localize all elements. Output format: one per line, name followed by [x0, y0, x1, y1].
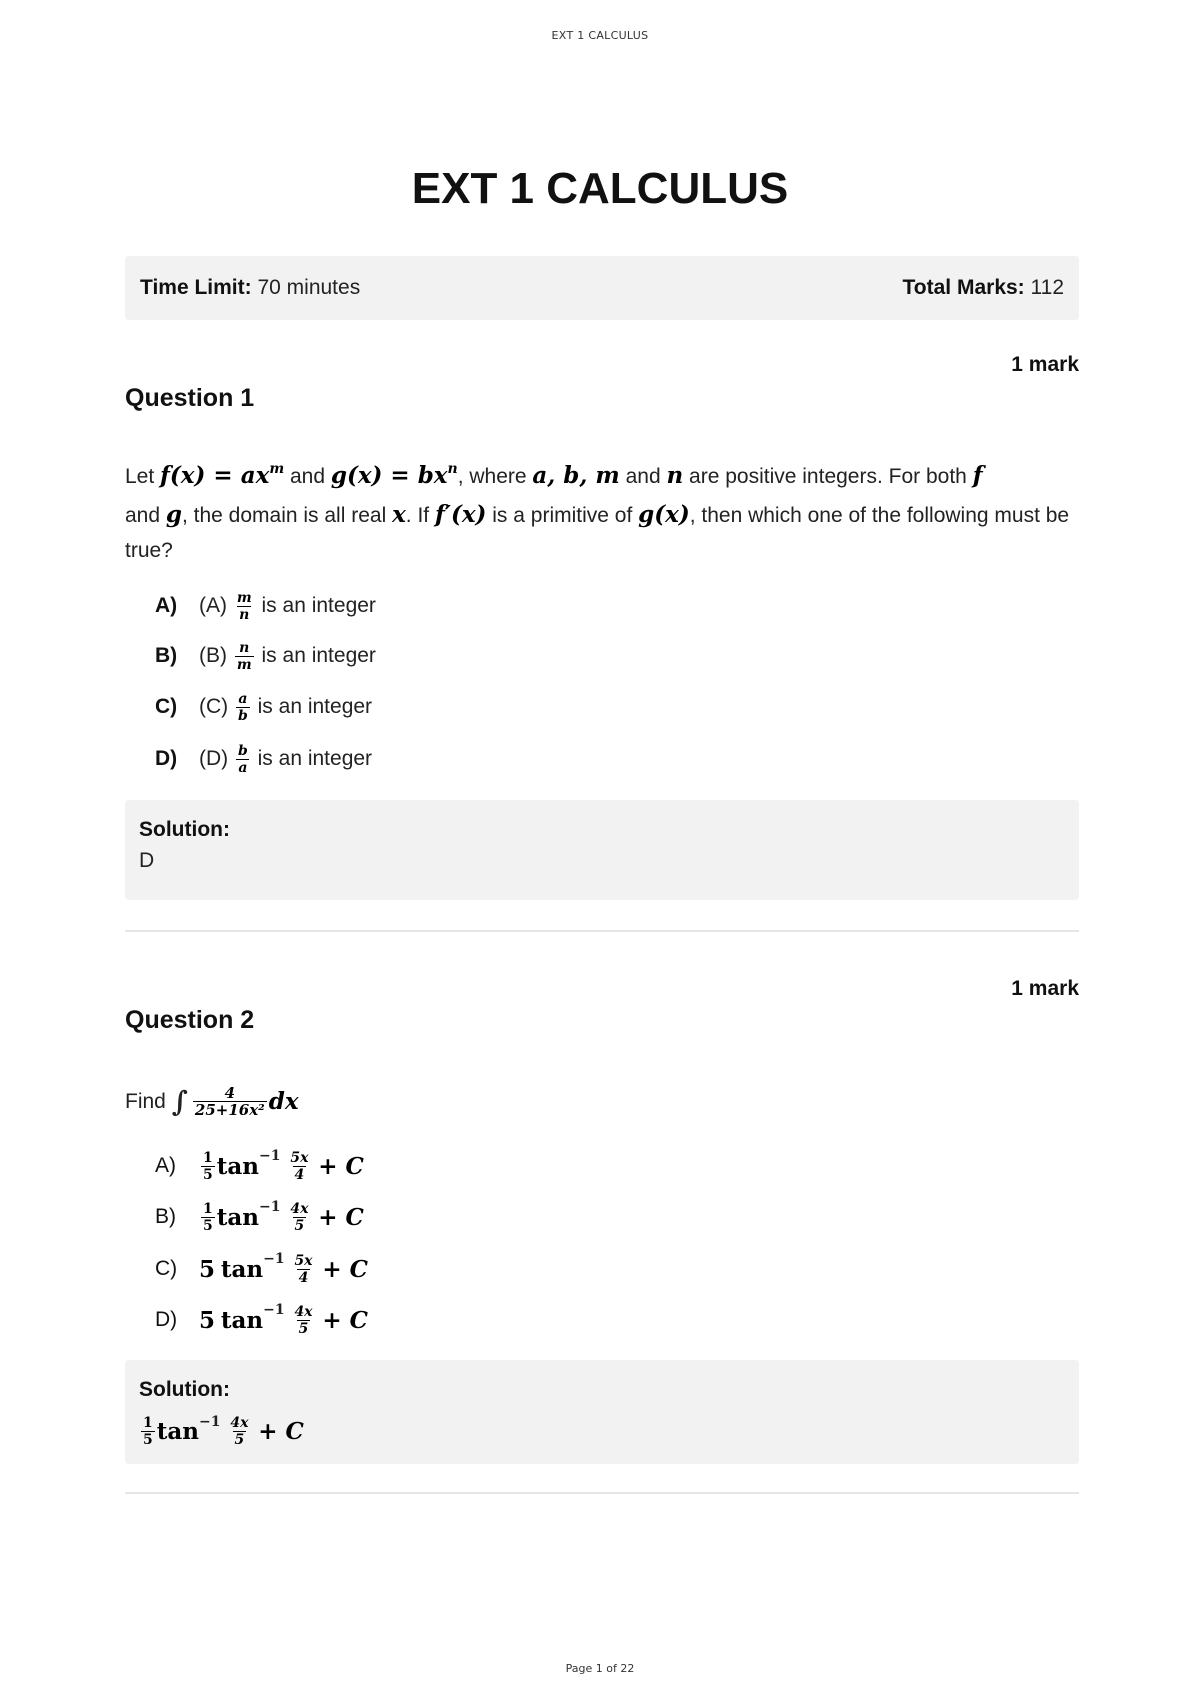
- coefficient: 5: [199, 1306, 216, 1334]
- q2-heading: Question 2: [125, 1006, 255, 1034]
- total-marks-label: Total Marks:: [902, 276, 1025, 299]
- question-divider: [125, 930, 1079, 932]
- option-letter: C): [155, 695, 178, 718]
- q1-stem-text: , where: [457, 465, 533, 488]
- differential: dx: [268, 1088, 299, 1115]
- function-name: tan: [220, 1306, 264, 1334]
- fraction-numerator: 4x: [294, 1303, 313, 1320]
- function-power: −1: [199, 1413, 221, 1430]
- function-name: tan: [156, 1417, 199, 1445]
- fraction-numerator: 1: [203, 1200, 213, 1217]
- option-letter: B): [155, 1205, 176, 1228]
- arg-fraction: [288, 1202, 310, 1233]
- q1-stem-g: g(x) = bx: [330, 462, 448, 489]
- q1-option-d[interactable]: [155, 739, 372, 779]
- q1-stem-nvar: n: [666, 462, 684, 489]
- q2-option-a[interactable]: [155, 1146, 364, 1186]
- option-letter: A): [155, 1154, 176, 1177]
- total-marks-value: 112: [1030, 276, 1064, 299]
- fraction-denominator: 25+16x²: [194, 1101, 265, 1119]
- option-suffix: is an integer: [257, 695, 373, 718]
- q1-solution: [125, 800, 1079, 900]
- option-suffix: is an integer: [261, 644, 376, 667]
- q1-marks: 1 mark: [1011, 353, 1079, 376]
- arg-fraction: [292, 1305, 314, 1336]
- option-fraction: [235, 641, 254, 672]
- q2-option-d[interactable]: [155, 1300, 368, 1340]
- q1-stem-text: are positive integers. For both: [683, 465, 973, 488]
- fraction-denominator: 5: [234, 1432, 245, 1448]
- fraction-numerator: 1: [203, 1149, 213, 1166]
- fraction-denominator: a: [238, 759, 248, 776]
- fraction-denominator: m: [236, 656, 252, 673]
- coef-fraction: [141, 1416, 155, 1447]
- option-prefix: (C): [199, 695, 229, 718]
- total-marks: [903, 276, 1064, 300]
- exam-info-bar: [125, 256, 1079, 320]
- constant-term: + C: [322, 1306, 368, 1334]
- fraction-numerator: 4: [224, 1084, 236, 1102]
- question-divider: [125, 1492, 1079, 1494]
- function-name: tan: [216, 1152, 259, 1180]
- arg-fraction: [228, 1416, 250, 1447]
- constant-term: + C: [322, 1255, 368, 1283]
- fraction-denominator: 4: [294, 1166, 305, 1183]
- q1-stem-xvar: x: [392, 501, 406, 528]
- q1-stem-text: . If: [405, 504, 435, 527]
- fraction-denominator: 5: [298, 1320, 309, 1337]
- solution-label: Solution:: [139, 818, 230, 841]
- q1-stem-gx: g(x): [638, 501, 690, 528]
- integrand-fraction: [193, 1086, 267, 1117]
- q1-stem-text: and: [619, 465, 667, 488]
- integral-sign: ∫: [171, 1085, 188, 1118]
- coefficient: 5: [199, 1255, 216, 1283]
- option-suffix: is an integer: [257, 747, 373, 770]
- fraction-denominator: n: [239, 606, 250, 623]
- fraction-numerator: 4x: [290, 1200, 309, 1217]
- option-letter: B): [155, 644, 178, 667]
- q1-stem: [125, 458, 1085, 568]
- q1-stem-text: is a primitive of: [486, 504, 639, 527]
- q1-stem-text: Let: [125, 465, 161, 488]
- function-power: −1: [263, 1302, 285, 1318]
- fraction-denominator: 5: [294, 1217, 305, 1234]
- q2-option-c[interactable]: [155, 1249, 368, 1289]
- fraction-denominator: 5: [203, 1166, 213, 1183]
- fraction-numerator: n: [239, 639, 250, 656]
- q2-solution: [125, 1360, 1079, 1464]
- option-suffix: is an integer: [261, 594, 376, 617]
- fraction-numerator: b: [238, 742, 248, 759]
- fraction-numerator: 1: [143, 1415, 153, 1431]
- q1-stem-vars: a, b, m: [532, 462, 620, 489]
- function-name: tan: [216, 1203, 259, 1231]
- q1-stem-fvar: f: [972, 462, 983, 489]
- constant-term: + C: [318, 1152, 364, 1180]
- time-limit: [140, 276, 360, 300]
- q2-stem-text: Find: [125, 1090, 166, 1113]
- q1-stem-gvar: g: [165, 501, 182, 528]
- page-number: Page 1 of 22: [565, 1662, 635, 1675]
- q1-option-a[interactable]: [155, 586, 376, 626]
- option-prefix: (B): [199, 644, 227, 667]
- q1-stem-f: f(x) = ax: [160, 462, 270, 489]
- q1-stem-fprime: f′(x): [434, 501, 487, 528]
- q2-marks: 1 mark: [1011, 977, 1079, 1000]
- constant-term: + C: [318, 1203, 364, 1231]
- solution-label: Solution:: [139, 1378, 230, 1401]
- solution-answer: [139, 1404, 1065, 1449]
- page-title: EXT 1 CALCULUS: [411, 164, 789, 213]
- coef-fraction: [201, 1151, 215, 1182]
- function-power: −1: [259, 1199, 281, 1215]
- q1-stem-text: , then which one of the following must be true?: [125, 504, 1070, 562]
- fraction-numerator: 5x: [290, 1149, 309, 1166]
- option-letter: D): [155, 1308, 178, 1331]
- option-fraction: [236, 744, 250, 775]
- fraction-numerator: a: [238, 690, 248, 707]
- q1-option-b[interactable]: [155, 636, 376, 676]
- q1-heading: Question 1: [125, 384, 255, 412]
- arg-fraction: [288, 1151, 310, 1182]
- q1-stem-text: , the domain is all real: [181, 504, 393, 527]
- option-letter: D): [155, 747, 178, 770]
- fraction-numerator: 4x: [230, 1415, 249, 1431]
- option-fraction: [236, 692, 250, 723]
- fraction-denominator: 4: [298, 1269, 309, 1286]
- option-letter: A): [155, 594, 178, 617]
- constant-term: + C: [258, 1417, 304, 1445]
- option-fraction: [235, 591, 254, 622]
- fraction-denominator: 5: [203, 1217, 213, 1234]
- q1-option-c[interactable]: [155, 687, 372, 727]
- arg-fraction: [292, 1254, 314, 1285]
- q1-stem-n: n: [447, 461, 458, 477]
- fraction-numerator: 5x: [294, 1252, 313, 1269]
- q2-stem: [125, 1084, 1085, 1119]
- function-name: tan: [220, 1255, 264, 1283]
- q2-option-b[interactable]: [155, 1197, 364, 1237]
- option-prefix: (A): [199, 594, 227, 617]
- q1-stem-m: m: [269, 461, 285, 477]
- coef-fraction: [201, 1202, 215, 1233]
- option-prefix: (D): [199, 747, 229, 770]
- running-header: EXT 1 CALCULUS: [551, 29, 649, 42]
- time-limit-value: 70 minutes: [257, 276, 361, 299]
- time-limit-label: Time Limit:: [140, 276, 252, 299]
- function-power: −1: [259, 1148, 281, 1164]
- q1-stem-text: and: [284, 465, 331, 488]
- option-letter: C): [155, 1257, 178, 1280]
- q1-stem-text: and: [125, 504, 166, 527]
- solution-answer: D: [139, 849, 155, 872]
- fraction-denominator: 5: [143, 1432, 153, 1448]
- fraction-denominator: b: [238, 707, 248, 724]
- function-power: −1: [263, 1251, 285, 1267]
- fraction-numerator: m: [236, 589, 252, 606]
